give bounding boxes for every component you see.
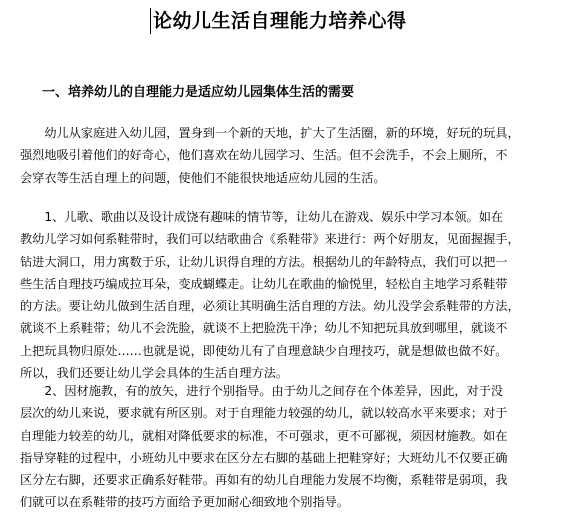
paragraph-line: 些生活自理技巧编成拉耳朵，变成蝴蝶走。让幼儿在歌曲的愉悦里，轻松自主地学习系鞋带	[20, 276, 508, 291]
paragraph-line: 强烈地吸引着他们的好奇心，他们喜欢在幼儿园学习、生活。但不会洗手，不会上厕所，不	[20, 148, 508, 163]
paragraph-line: 区分左右脚，还要求正确系好鞋带。再如有的幼儿自理能力发展不均衡，系鞋带是弱项，我	[20, 473, 508, 488]
document-title: 论幼儿生活自理能力培养心得	[153, 10, 407, 32]
paragraph-line: 会穿衣等生活自理上的问题，使他们不能很快地适应幼儿园的生活。	[20, 170, 386, 185]
paragraph-line: 就谈不上系鞋带；幼儿不会洗脸，就谈不上把脸洗干净；幼儿不知把玩具放到哪里，就谈不	[20, 321, 508, 336]
paragraph-line: 幼儿从家庭进入幼儿园，置身到一个新的天地，扩大了生活圈，新的环境，好玩的玩具，	[20, 126, 520, 140]
paragraph-line: 层次的幼儿来说，要求就有所区别。对于自理能力较强的幼儿，就以较高水平来要求；对于	[20, 406, 508, 421]
section-heading: 一、培养幼儿的自理能力是适应幼儿园集体生活的需要	[42, 85, 355, 100]
title-row	[0, 6, 582, 36]
paragraph-line: 自理能力较差的幼儿，就相对降低要求的标准，不可强求，更不可鄙视，须因材施教。如在	[20, 428, 508, 443]
paragraph-line: 指导穿鞋的过程中，小班幼儿中要求在区分左右脚的基础上把鞋穿好；大班幼儿不仅要正确	[20, 450, 508, 465]
paragraph-line: 的方法。要让幼儿做到生活自理，必须让其明确生活自理的方法。幼儿没学会系鞋带的方法，	[20, 299, 520, 314]
paragraph-line: 2、因材施教，有的放矢，进行个别指导。由于幼儿之间存在个体差异，因此，对于没	[20, 384, 504, 398]
paragraph-line: 所以，我们还要让幼儿学会具体的生活自理方法。	[20, 366, 289, 381]
paragraph-line: 1、儿歌、歌曲以及设计成饶有趣味的情节等，让幼儿在游戏、娱乐中学习本领。如在	[20, 210, 504, 224]
paragraph-1	[20, 122, 572, 189]
paragraph-line: 教幼儿学习如何系鞋带时，我们可以结歌曲合《系鞋带》来进行：两个好朋友，见面握握手，	[20, 232, 520, 247]
paragraph-3	[20, 380, 572, 514]
paragraph-line: 们就可以在系鞋带的技巧方面给予更加耐心细致地个别指导。	[20, 495, 350, 510]
paragraph-line: 上把玩具物归原处……也就是说，即使幼儿有了自理意缺少自理技巧，就是想做也做不好。	[20, 343, 508, 358]
text-cursor	[150, 8, 151, 34]
paragraph-line: 钻进大洞口，用力寓数于乐，让幼儿识得自理的方法。根据幼儿的年龄特点，我们可以把一	[20, 254, 508, 269]
paragraph-2	[20, 206, 572, 384]
